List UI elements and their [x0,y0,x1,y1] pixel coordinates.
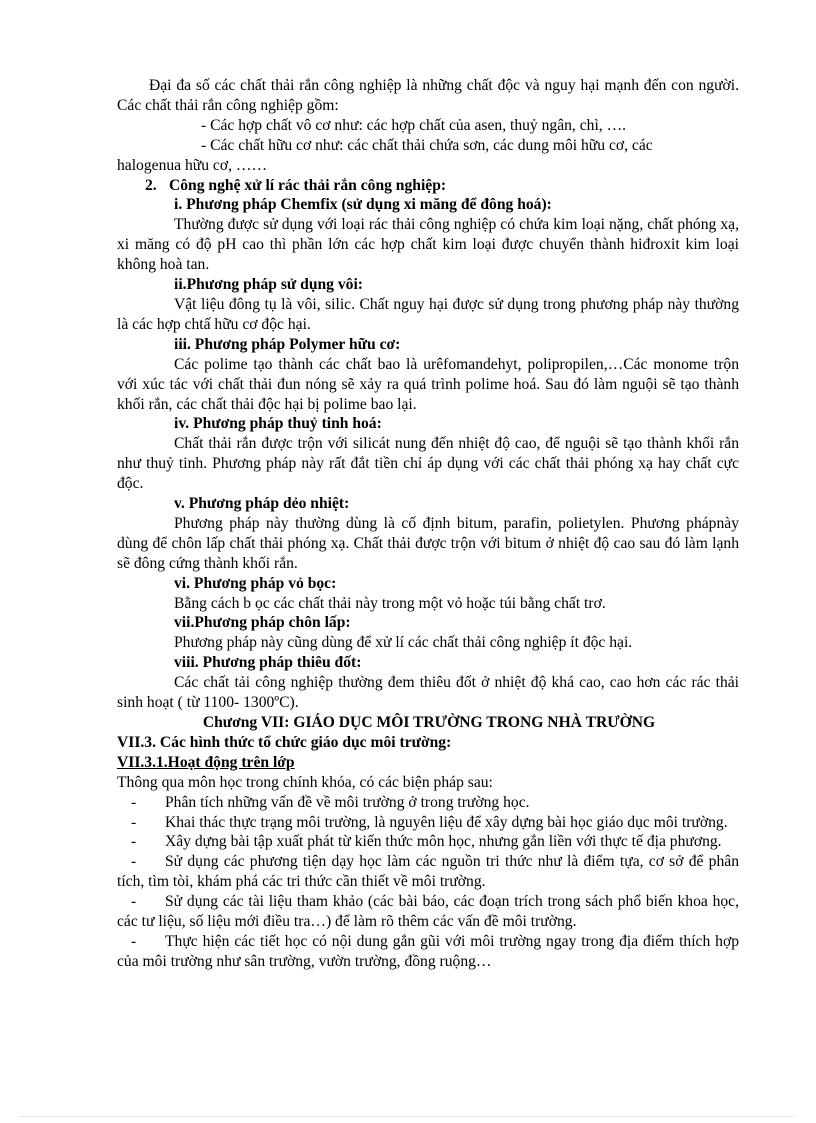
method-heading: vii.Phương pháp chôn lấp: [174,614,351,632]
method-heading: iii. Phương pháp Polymer hữu cơ: [174,335,401,353]
organic-list-item: - Các chất hữu cơ như: các chất thải chứa sơn, các dung môi hữu cơ, các [201,136,653,154]
document-page [117,76,739,972]
subsection-heading: VII.3. Các hình thức tổ chức giáo dục môi trường: [117,733,452,751]
list-item: - Sử dụng các phương tiện dạy học làm các nguồn tri thức như là điểm tựa, cơ sở để phân tích, tìm tòi, khám phá các tri thức cần thiết về môi trường. [117,853,739,891]
method-body: Vật liệu đông tụ là vôi, silic. Chất nguy hại được sử dụng trong phương pháp này thường là các hợp chtấ hữu cơ độc hại. [117,295,739,333]
section-title: Công nghệ xử lí rác thải rắn công nghiệp: [169,176,447,194]
method-heading: ii.Phương pháp sử dụng vôi: [174,276,363,294]
list-item: - Khai thác thực trạng môi trường, là nguyên liệu để xây dựng bài học giáo dục môi trường. [131,813,728,831]
method-heading: v. Phương pháp dẻo nhiệt: [174,495,350,513]
subsubsection-heading: VII.3.1.Hoạt động trên lớp [117,753,295,771]
method-body: Bằng cách b ọc các chất thải này trong một vỏ hoặc túi bằng chất trơ. [174,594,606,612]
method-body: Các polime tạo thành các chất bao là urêfomandehyt, polipropilen,…Các monome trộn với xúc tác với chất thải đun nóng sẽ xảy ra quá trình polime hoá. Sau đó làm nguội sẽ tạo thành khối rắn, các chất thải độc hại bị polime bao lại. [117,355,739,413]
page-bottom-rule [20,1116,796,1117]
method-body: Các chất tải công nghiệp thường đem thiêu đốt ở nhiệt độ khá cao, cao hơn các rác thải sinh hoạt ( từ 1100- 1300ºC). [117,674,739,712]
method-heading: iv. Phương pháp thuỷ tinh hoá: [174,415,382,433]
chapter-heading: Chương VII: GIÁO DỤC MÔI TRƯỜNG TRONG NHÀ TRƯỜNG [202,714,656,731]
method-heading: viii. Phương pháp thiêu đốt: [174,654,362,672]
section-heading [117,176,739,196]
method-heading: i. Phương pháp Chemfix (sử dụng xi măng để đông hoá): [174,196,552,214]
organic-list-item-continued: halogenua hữu cơ, …… [117,156,268,174]
method-heading: vi. Phương pháp vỏ bọc: [174,574,337,592]
method-body: Phương pháp này thường dùng là cố định bitum, parafin, polietylen. Phương phápnày dùng để chôn lấp chất thải phóng xạ. Chất thải được trộn với bitum ở nhiệt độ cao sau đó làm lạnh sẽ đông cứng thành khối rắn. [117,514,739,572]
method-body: Phương pháp này cũng dùng để xử lí các chất thải công nghiệp ít độc hại. [174,634,633,652]
intro-paragraph: Đại đa số các chất thải rắn công nghiệp là những chất độc và nguy hại mạnh đến con người. Các chất thải rắn công nghiệp gồm: [117,77,739,114]
method-body: Chất thải rắn được trộn với silicát nung đến nhiệt độ cao, để nguội sẽ tạo thành khối rắn như thuỷ tinh. Phương pháp này rất đắt tiền chỉ áp dụng với các chất thải phóng xạ hay chất cực độc. [117,435,739,493]
method-body: Thường được sử dụng với loại rác thải công nghiệp có chứa kim loại nặng, chất phóng xạ, xi măng có độ pH cao thì phần lớn các hợp chất kim loại được chuyển thành hiđroxit kim loại không hoà tan. [117,216,739,274]
list-item: - Thực hiện các tiết học có nội dung gắn gũi với môi trường ngay trong địa điểm thích hợp của môi trường như sân trường, vườn trường, đồng ruộng… [117,932,739,970]
inorganic-list-item: - Các hợp chất vô cơ như: các hợp chất của asen, thuỷ ngân, chì, …. [201,116,627,134]
measures-intro: Thông qua môn học trong chính khóa, có các biện pháp sau: [117,773,493,791]
list-item: - Xây dựng bài tập xuất phát từ kiến thức môn học, nhưng gắn liền với thực tế địa phương. [131,833,722,851]
list-item: - Sử dụng các tài liệu tham khảo (các bài báo, các đoạn trích trong sách phổ biến khoa học, các tư liệu, số liệu mới điều tra…) để làm rõ thêm các vấn đề môi trường. [117,893,739,931]
list-item: - Phân tích những vấn đề về môi trường ở trong trường học. [131,793,530,811]
section-number: 2. [145,176,157,194]
